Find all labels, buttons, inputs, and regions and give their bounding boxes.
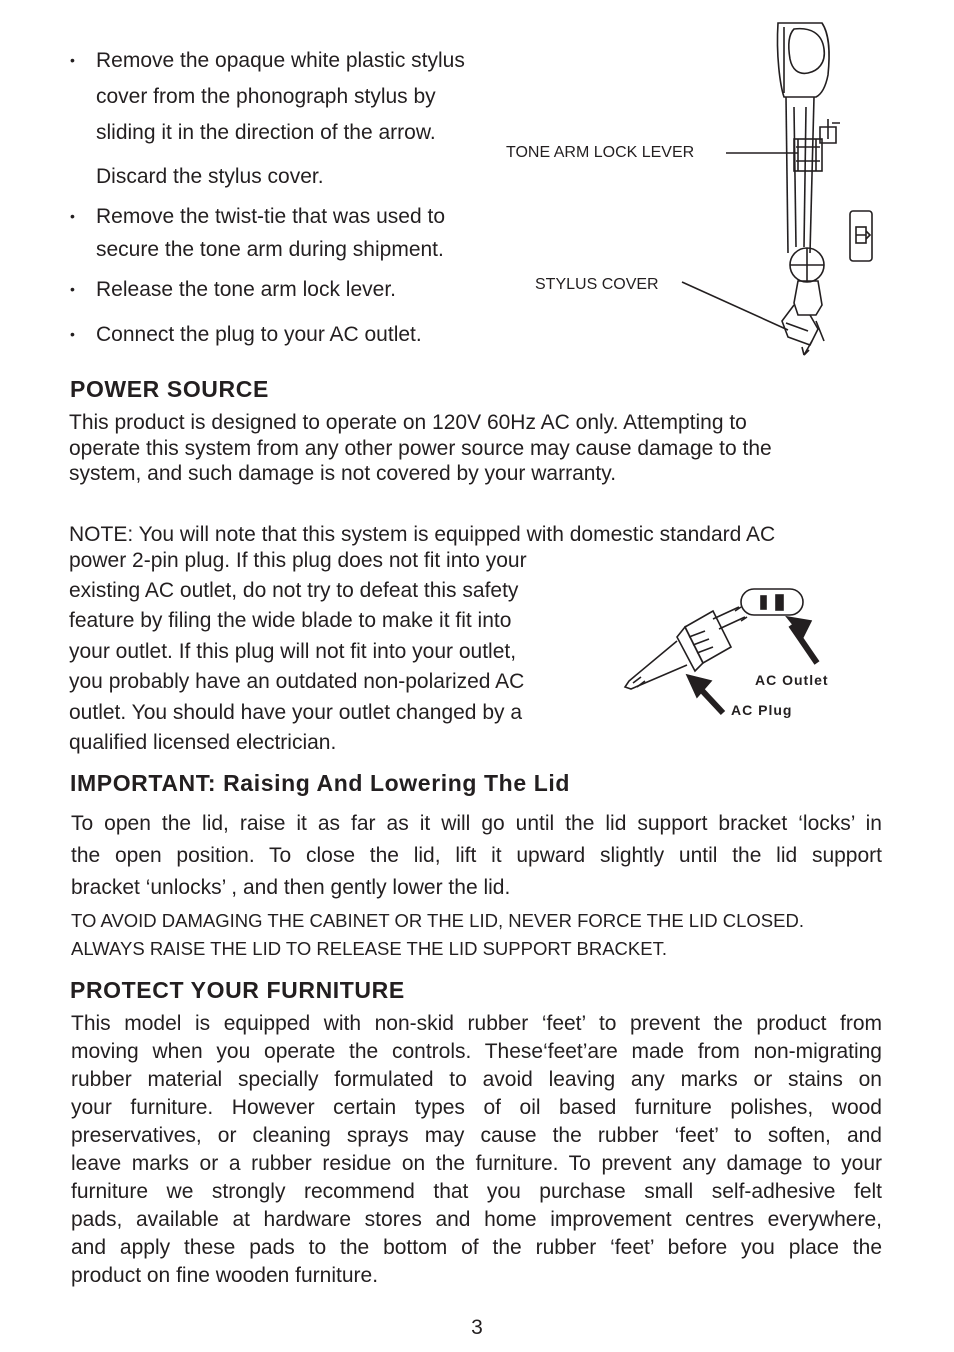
bullet-dot: •: [70, 52, 75, 68]
bullet-dot: •: [70, 281, 75, 297]
furniture-line: leave marks or a rubber residue on the furniture. To prevent any damage to your: [71, 1152, 882, 1175]
lid-warning-line: ALWAYS RAISE THE LID TO RELEASE THE LID SUPPORT BRACKET.: [71, 938, 667, 959]
ac-plug-label: AC Plug: [731, 702, 793, 718]
bullet-dot: •: [70, 208, 75, 224]
furniture-line: pads, available at hardware stores and home improvement centres everywhere,: [71, 1208, 882, 1231]
furniture-line: rubber material specially formulated to avoid leaving any marks or stains on: [71, 1068, 882, 1091]
power-source-line: system, and such damage is not covered by your warranty.: [69, 462, 617, 485]
lid-line: To open the lid, raise it as far as it will go until the lid support bracket ‘locks’ in: [71, 812, 882, 835]
stylus-cover-label: STYLUS COVER: [535, 276, 659, 293]
furniture-line: preservatives, or cleaning sprays may cause the rubber ‘feet’ to soften, and: [71, 1124, 882, 1147]
power-source-line: This product is designed to operate on 120V 60Hz AC only. Attempting to: [69, 411, 747, 434]
lid-line: the open position. To close the lid, lift it upward slightly until the lid support: [71, 844, 882, 867]
lid-heading: IMPORTANT: Raising And Lowering The Lid: [70, 770, 570, 796]
note-line: qualified licensed electrician.: [69, 731, 337, 754]
note-line: power 2-pin plug. If this plug does not fit into your: [69, 549, 527, 572]
note-line: feature by filing the wide blade to make it fit into: [69, 609, 512, 632]
page-number: 3: [471, 1316, 483, 1339]
furniture-heading: PROTECT YOUR FURNITURE: [70, 977, 405, 1003]
lid-line: bracket ‘unlocks’ , and then gently lower the lid.: [71, 876, 511, 899]
plug-outlet-illustration: [615, 585, 845, 725]
furniture-line: product on fine wooden furniture.: [71, 1264, 379, 1287]
furniture-line: your furniture. However certain types of oil based furniture polishes, wood: [71, 1096, 882, 1119]
step3-text: Release the tone arm lock lever.: [96, 278, 396, 301]
power-source-line: operate this system from any other power source may cause damage to the: [69, 437, 772, 460]
tone-arm-lock-lever-label: TONE ARM LOCK LEVER: [506, 144, 695, 161]
note-line: you probably have an outdated non-polarized AC: [69, 670, 525, 693]
furniture-line: furniture we strongly recommend that you purchase small self-adhesive felt: [71, 1180, 882, 1203]
tone-arm-illustration: [670, 15, 890, 365]
step1-line1: Remove the opaque white plastic stylus: [96, 49, 465, 72]
bullet-dot: •: [70, 326, 75, 342]
furniture-line: This model is equipped with non-skid rubber ‘feet’ to prevent the product from: [71, 1012, 882, 1035]
note-line: NOTE: You will note that this system is equipped with domestic standard AC: [69, 523, 776, 546]
step4-text: Connect the plug to your AC outlet.: [96, 323, 422, 346]
furniture-body: [71, 1010, 882, 1290]
step1-note: Discard the stylus cover.: [96, 165, 324, 188]
ac-outlet-label: AC Outlet: [755, 672, 829, 688]
step1-line2: cover from the phonograph stylus by: [96, 85, 436, 108]
step2-line2: secure the tone arm during shipment.: [96, 238, 444, 261]
step1-line3: sliding it in the direction of the arrow.: [96, 121, 436, 144]
lid-warning-line: TO AVOID DAMAGING THE CABINET OR THE LID, NEVER FORCE THE LID CLOSED.: [71, 910, 804, 931]
lid-body: [71, 808, 882, 904]
step2-line1: Remove the twist-tie that was used to: [96, 205, 445, 228]
power-source-heading: POWER SOURCE: [70, 376, 269, 402]
furniture-line: and apply these pads to the bottom of the rubber ‘feet’ before you place the: [71, 1236, 882, 1259]
note-line: outlet. You should have your outlet changed by a: [69, 701, 523, 724]
note-line: existing AC outlet, do not try to defeat this safety: [69, 579, 519, 602]
note-line: your outlet. If this plug will not fit into your outlet,: [69, 640, 517, 663]
furniture-line: moving when you operate the controls. These‘feet’are made from non-migrating: [71, 1040, 882, 1063]
